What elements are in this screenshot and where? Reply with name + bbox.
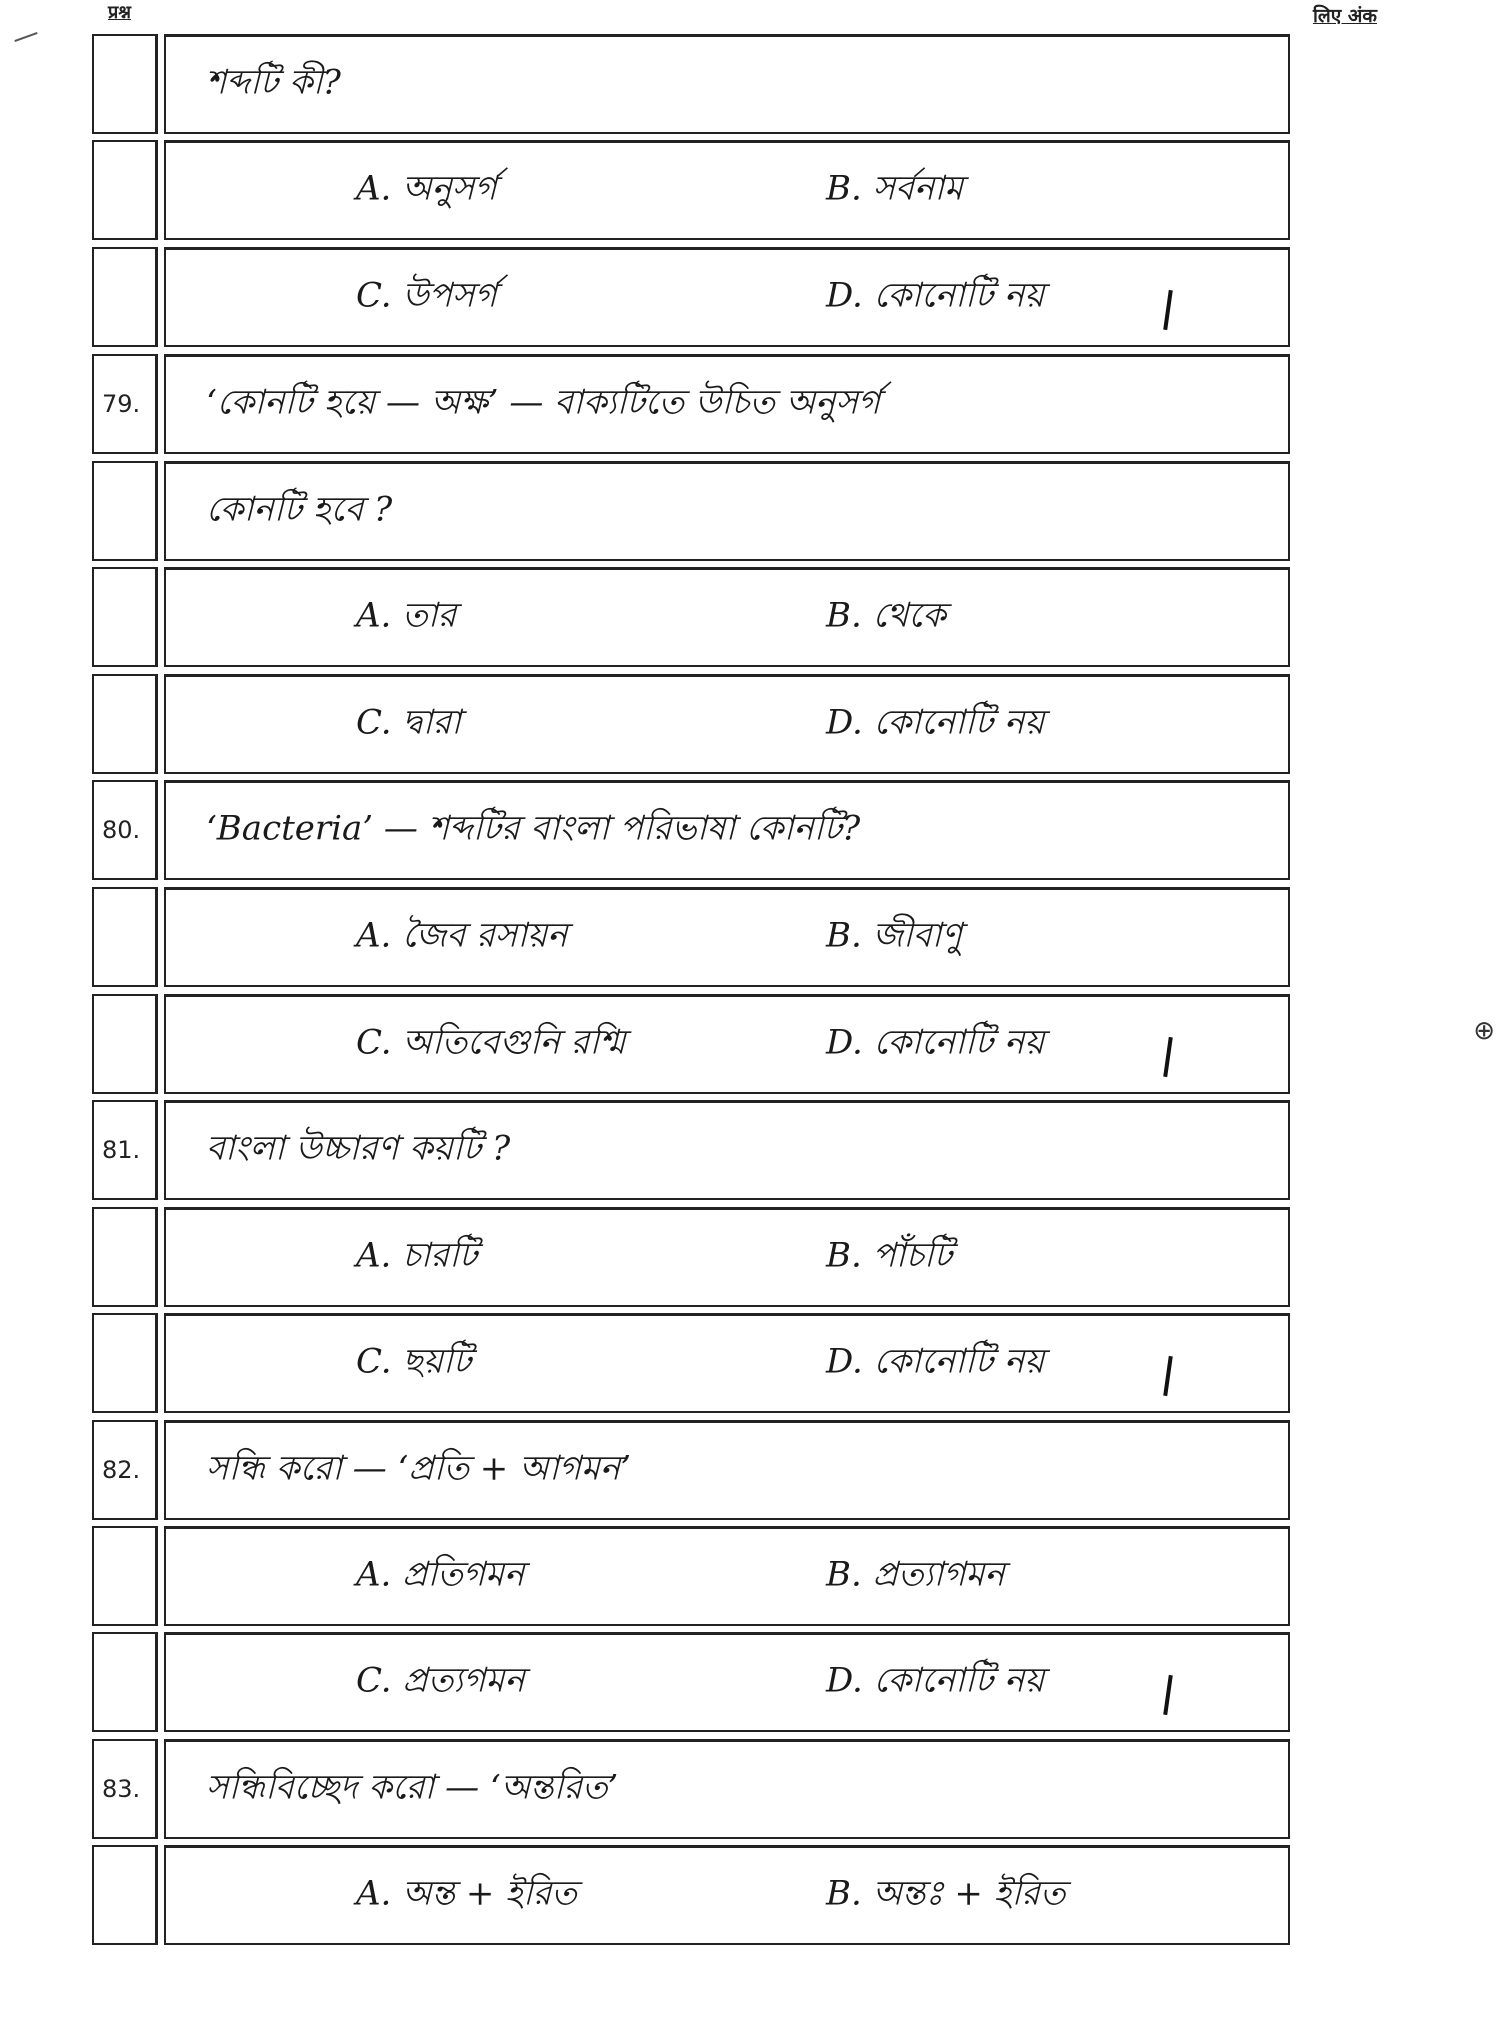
question-number-cell: 79. bbox=[92, 354, 158, 454]
table-row bbox=[92, 1420, 1290, 1520]
answer-line-cell bbox=[164, 1845, 1290, 1945]
question-text: কোনটি হবে ? bbox=[206, 489, 393, 529]
table-row bbox=[92, 1100, 1290, 1200]
question-text: ‘কোনটি হয়ে — অক্ষ’ — বাক্যটিতে উচিত অনুসর্গ bbox=[206, 382, 881, 422]
table-row bbox=[92, 567, 1290, 667]
question-number-cell bbox=[92, 674, 158, 774]
table-row bbox=[92, 1739, 1290, 1839]
answer-line-cell bbox=[164, 1739, 1290, 1839]
option-right: D. কোনোটি নয় bbox=[826, 1341, 1045, 1381]
table-row bbox=[92, 1526, 1290, 1626]
question-text: শব্দটি কী? bbox=[206, 62, 341, 102]
option-left: A. অন্ত + ইরিত bbox=[356, 1873, 577, 1913]
question-number-cell bbox=[92, 34, 158, 134]
question-number-cell bbox=[92, 887, 158, 987]
question-number-cell: 82. bbox=[92, 1420, 158, 1520]
answer-tick-mark bbox=[1163, 1037, 1173, 1077]
option-left: A. চারটি bbox=[356, 1235, 478, 1275]
table-row bbox=[92, 887, 1290, 987]
option-right: D. কোনোটি নয় bbox=[826, 702, 1045, 742]
answer-line-cell bbox=[164, 247, 1290, 347]
option-right: D. কোনোটি নয় bbox=[826, 1660, 1045, 1700]
answer-sheet-table bbox=[92, 22, 1290, 2034]
question-number-cell bbox=[92, 567, 158, 667]
answer-line-cell bbox=[164, 994, 1290, 1094]
question-number-cell bbox=[92, 1526, 158, 1626]
question-text: বাংলা উচ্চারণ কয়টি ? bbox=[206, 1128, 511, 1168]
answer-tick-mark bbox=[1163, 1675, 1173, 1715]
answer-line-cell bbox=[164, 1526, 1290, 1626]
option-right: B. সর্বনাম bbox=[826, 168, 964, 208]
question-number-cell bbox=[92, 461, 158, 561]
option-left: C. দ্বারা bbox=[356, 702, 462, 742]
pen-stroke-mark bbox=[14, 32, 37, 42]
table-row bbox=[92, 674, 1290, 774]
table-row bbox=[92, 1845, 1290, 1945]
option-left: C. প্রত্যগমন bbox=[356, 1660, 525, 1700]
answer-line-cell bbox=[164, 1100, 1290, 1200]
answer-line-cell bbox=[164, 1313, 1290, 1413]
question-column-header: प्रश्न bbox=[108, 2, 131, 23]
question-number-cell: 81. bbox=[92, 1100, 158, 1200]
option-left: A. তার bbox=[356, 595, 457, 635]
option-right: D. কোনোটি নয় bbox=[826, 1022, 1045, 1062]
question-number-cell bbox=[92, 140, 158, 240]
table-row bbox=[92, 994, 1290, 1094]
question-number-cell: 80. bbox=[92, 780, 158, 880]
answer-line-cell bbox=[164, 1207, 1290, 1307]
answer-line-cell bbox=[164, 1632, 1290, 1732]
table-row bbox=[92, 1207, 1290, 1307]
table-row bbox=[92, 1313, 1290, 1413]
answer-line-cell bbox=[164, 780, 1290, 880]
answer-line-cell bbox=[164, 34, 1290, 134]
question-number-cell bbox=[92, 994, 158, 1094]
table-row bbox=[92, 140, 1290, 240]
marks-column-header: लिए अंक bbox=[1312, 5, 1377, 27]
table-row bbox=[92, 461, 1290, 561]
option-right: D. কোনোটি নয় bbox=[826, 275, 1045, 315]
question-text: সন্ধি করো — ‘প্রতি + আগমন’ bbox=[206, 1448, 631, 1488]
question-number-cell bbox=[92, 247, 158, 347]
table-row bbox=[92, 354, 1290, 454]
question-number-cell bbox=[92, 1207, 158, 1307]
table-row bbox=[92, 1632, 1290, 1732]
answer-line-cell bbox=[164, 674, 1290, 774]
option-left: A. জৈব রসায়ন bbox=[356, 915, 568, 955]
answer-line-cell bbox=[164, 887, 1290, 987]
answer-tick-mark bbox=[1163, 290, 1173, 330]
answer-line-cell bbox=[164, 140, 1290, 240]
question-number-cell bbox=[92, 1632, 158, 1732]
question-number-cell: 83. bbox=[92, 1739, 158, 1839]
answer-line-cell bbox=[164, 567, 1290, 667]
table-row bbox=[92, 780, 1290, 880]
margin-symbol: ⊕ bbox=[1473, 1016, 1495, 1046]
option-right: B. থেকে bbox=[826, 595, 946, 635]
table-row bbox=[92, 34, 1290, 134]
option-left: A. প্রতিগমন bbox=[356, 1554, 525, 1594]
question-number-cell bbox=[92, 1845, 158, 1945]
option-left: A. অনুসর্গ bbox=[356, 168, 497, 208]
option-right: B. প্রত্যাগমন bbox=[826, 1554, 1005, 1594]
option-left: C. অতিবেগুনি রশ্মি bbox=[356, 1022, 626, 1062]
option-right: B. অন্তঃ + ইরিত bbox=[826, 1873, 1066, 1913]
question-number-cell bbox=[92, 1313, 158, 1413]
answer-tick-mark bbox=[1163, 1356, 1173, 1396]
option-left: C. উপসর্গ bbox=[356, 275, 497, 315]
option-right: B. পাঁচটি bbox=[826, 1235, 953, 1275]
question-text: সন্ধিবিচ্ছেদ করো — ‘অন্তরিত’ bbox=[206, 1767, 619, 1807]
table-row bbox=[92, 247, 1290, 347]
question-text: ‘Bacteria’ — শব্দটির বাংলা পরিভাষা কোনটি? bbox=[206, 808, 861, 848]
option-right: B. জীবাণু bbox=[826, 915, 963, 955]
answer-line-cell bbox=[164, 1420, 1290, 1520]
option-left: C. ছয়টি bbox=[356, 1341, 472, 1381]
answer-line-cell bbox=[164, 461, 1290, 561]
answer-line-cell bbox=[164, 354, 1290, 454]
